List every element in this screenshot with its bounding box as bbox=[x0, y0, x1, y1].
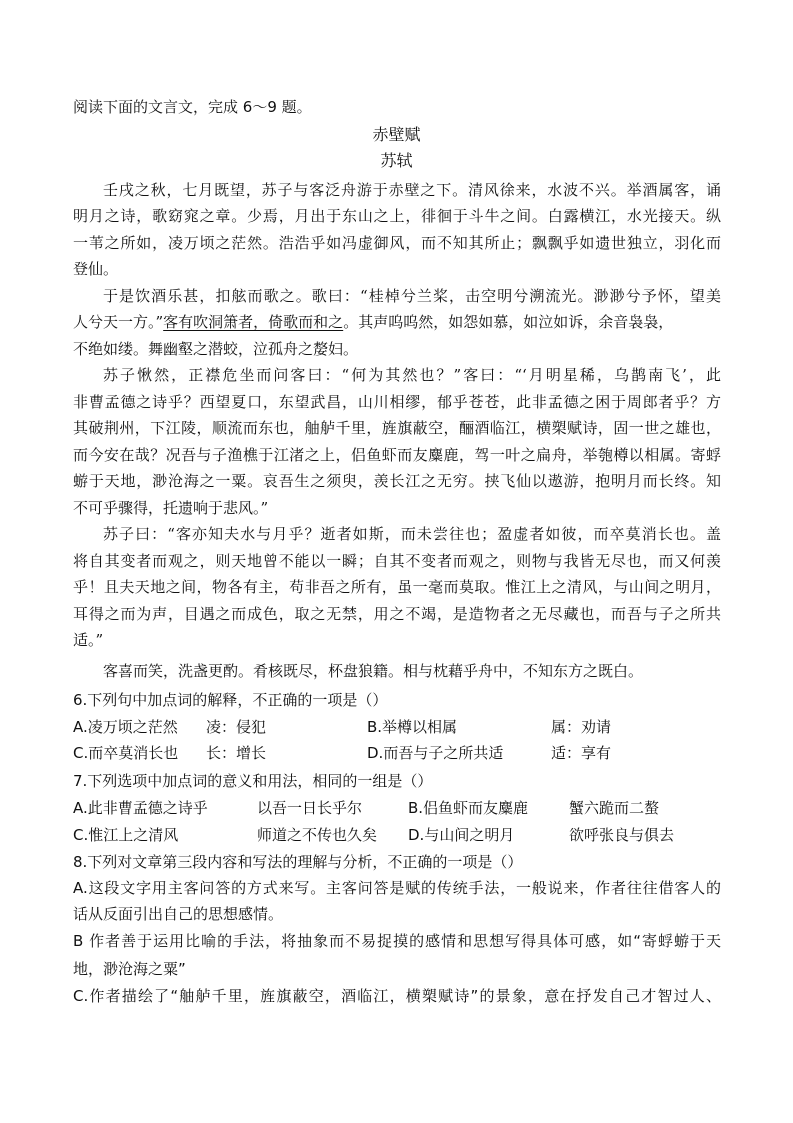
passage-title: 赤壁赋 bbox=[372, 125, 421, 144]
passage-line: 苏子曰：“客亦知夫水与月乎？逝者如斯，而未尝往也；盈虚者如彼，而卒莫消长也。盖 bbox=[103, 525, 721, 543]
question-7-stem: 7.下列选项中加点词的意义和用法，相同的一组是（） bbox=[73, 772, 433, 790]
passage-line: 耳得之而为声，目遇之而成色，取之无禁，用之不竭，是造物者之无尽藏也，而吾与子之所共 bbox=[73, 605, 721, 623]
question-6-stem: 6.下列句中加点词的解释，不正确的一项是（） bbox=[73, 691, 388, 709]
passage-line: 乎！且夫天地之间，物各有主，苟非吾之所有，虽一毫而莫取。惟江上之清风，与山间之明月， bbox=[73, 578, 721, 596]
q7-option-b-compare: 蟹六跪而二螯 bbox=[569, 799, 660, 817]
passage-text: 人兮天一方。” bbox=[73, 313, 164, 331]
q7-option-d-compare: 欲呼张良与俱去 bbox=[569, 826, 675, 844]
q6-option-c: C.而卒莫消长也 bbox=[73, 744, 179, 762]
q8-option-a-line: 话从反面引出自己的思想感情。 bbox=[73, 905, 284, 923]
passage-line: 蝣于天地，渺沧海之一粟。哀吾生之须臾，羡长江之无穷。挟飞仙以遨游，抱明月而长终。知 bbox=[73, 472, 721, 490]
passage-author: 苏轼 bbox=[380, 151, 413, 170]
passage-line: 明月之诗，歌窈窕之章。少焉，月出于东山之上，徘徊于斗牛之间。白露横江，水光接天。纵 bbox=[73, 207, 721, 225]
passage-line: 而今安在哉？况吾与子渔樵于江渚之上，侣鱼虾而友麋鹿，驾一叶之扁舟，举匏樽以相属。寄蜉 bbox=[73, 446, 721, 464]
passage-line: 其破荆州，下江陵，顺流而东也，舳舻千里，旌旗蔽空，酾酒临江，横槊赋诗，固一世之雄也， bbox=[73, 419, 721, 437]
passage-line bbox=[73, 311, 673, 333]
q6-option-a-gloss: 凌：侵犯 bbox=[206, 718, 267, 736]
q7-option-a-compare: 以吾一日长乎尔 bbox=[257, 799, 363, 817]
q6-option-b-gloss: 属：劝请 bbox=[551, 718, 612, 736]
passage-line: 苏子愀然，正襟危坐而问客曰：“何为其然也？”客曰：“‘月明星稀，乌鹊南飞’，此 bbox=[103, 366, 721, 384]
passage-line: 将自其变者而观之，则天地曾不能以一瞬；自其不变者而观之，则物与我皆无尽也，而又何羡 bbox=[73, 552, 721, 570]
q8-option-a-line: A.这段文字用主客问答的方式来写。主客问答是赋的传统手法，一般说来，作者往往借客人的 bbox=[73, 879, 721, 897]
passage-line: 于是饮酒乐甚，扣舷而歌之。歌曰：“桂棹兮兰桨，击空明兮溯流光。渺渺兮予怀，望美 bbox=[103, 287, 721, 305]
q6-option-d: D.而吾与子之所共适 bbox=[367, 744, 504, 762]
underlined-sentence: 客有吹洞箫者，倚歌而和之 bbox=[163, 313, 344, 331]
reading-instruction: 阅读下面的文言文，完成 6～9 题。 bbox=[73, 98, 312, 116]
q7-option-a: A.此非曹孟德之诗乎 bbox=[73, 799, 208, 817]
q6-option-a: A.凌万顷之茫然 bbox=[73, 718, 178, 736]
passage-line: 不可乎骤得，托遗响于悲风。” bbox=[73, 499, 269, 517]
q8-option-b-line: B 作者善于运用比喻的手法，将抽象而不易捉摸的感情和思想写得具体可感，如“寄蜉蝣于天 bbox=[73, 932, 721, 950]
q6-option-b: B.举樽以相属 bbox=[367, 718, 458, 736]
passage-line: 登仙。 bbox=[73, 260, 119, 278]
passage-text: 。其声呜呜然，如怨如慕，如泣如诉，余音袅袅， bbox=[343, 313, 674, 331]
passage-line: 不绝如缕。舞幽壑之潜蛟，泣孤舟之嫠妇。 bbox=[73, 340, 359, 358]
passage-line: 客喜而笑，洗盏更酌。肴核既尽，杯盘狼籍。相与枕藉乎舟中，不知东方之既白。 bbox=[103, 662, 644, 680]
q8-option-c-line: C.作者描绘了“舳舻千里，旌旗蔽空，酒临江，横槊赋诗”的景象，意在抒发自己才智过人、 bbox=[73, 987, 721, 1005]
passage-line: 壬戌之秋，七月既望，苏子与客泛舟游于赤壁之下。清风徐来，水波不兴。举酒属客，诵 bbox=[103, 181, 721, 199]
passage-line: 适。” bbox=[73, 631, 104, 649]
q7-option-c: C.惟江上之清风 bbox=[73, 826, 179, 844]
q7-option-d: D.与山间之明月 bbox=[408, 826, 515, 844]
passage-line: 一苇之所如，凌万顷之茫然。浩浩乎如冯虚御风，而不知其所止；飘飘乎如遗世独立，羽化而 bbox=[73, 234, 721, 252]
q7-option-c-compare: 师道之不传也久矣 bbox=[257, 826, 378, 844]
passage-line: 非曹孟德之诗乎？西望夏口，东望武昌，山川相缪，郁乎苍苍，此非孟德之困于周郎者乎？方 bbox=[73, 393, 721, 411]
question-8-stem: 8.下列对文章第三段内容和写法的理解与分析，不正确的一项是（） bbox=[73, 853, 523, 871]
q7-option-b: B.侣鱼虾而友麋鹿 bbox=[408, 799, 529, 817]
q6-option-d-gloss: 适：享有 bbox=[551, 744, 612, 762]
q6-option-c-gloss: 长：增长 bbox=[206, 744, 267, 762]
q8-option-b-line: 地，渺沧海之粟” bbox=[73, 960, 186, 978]
